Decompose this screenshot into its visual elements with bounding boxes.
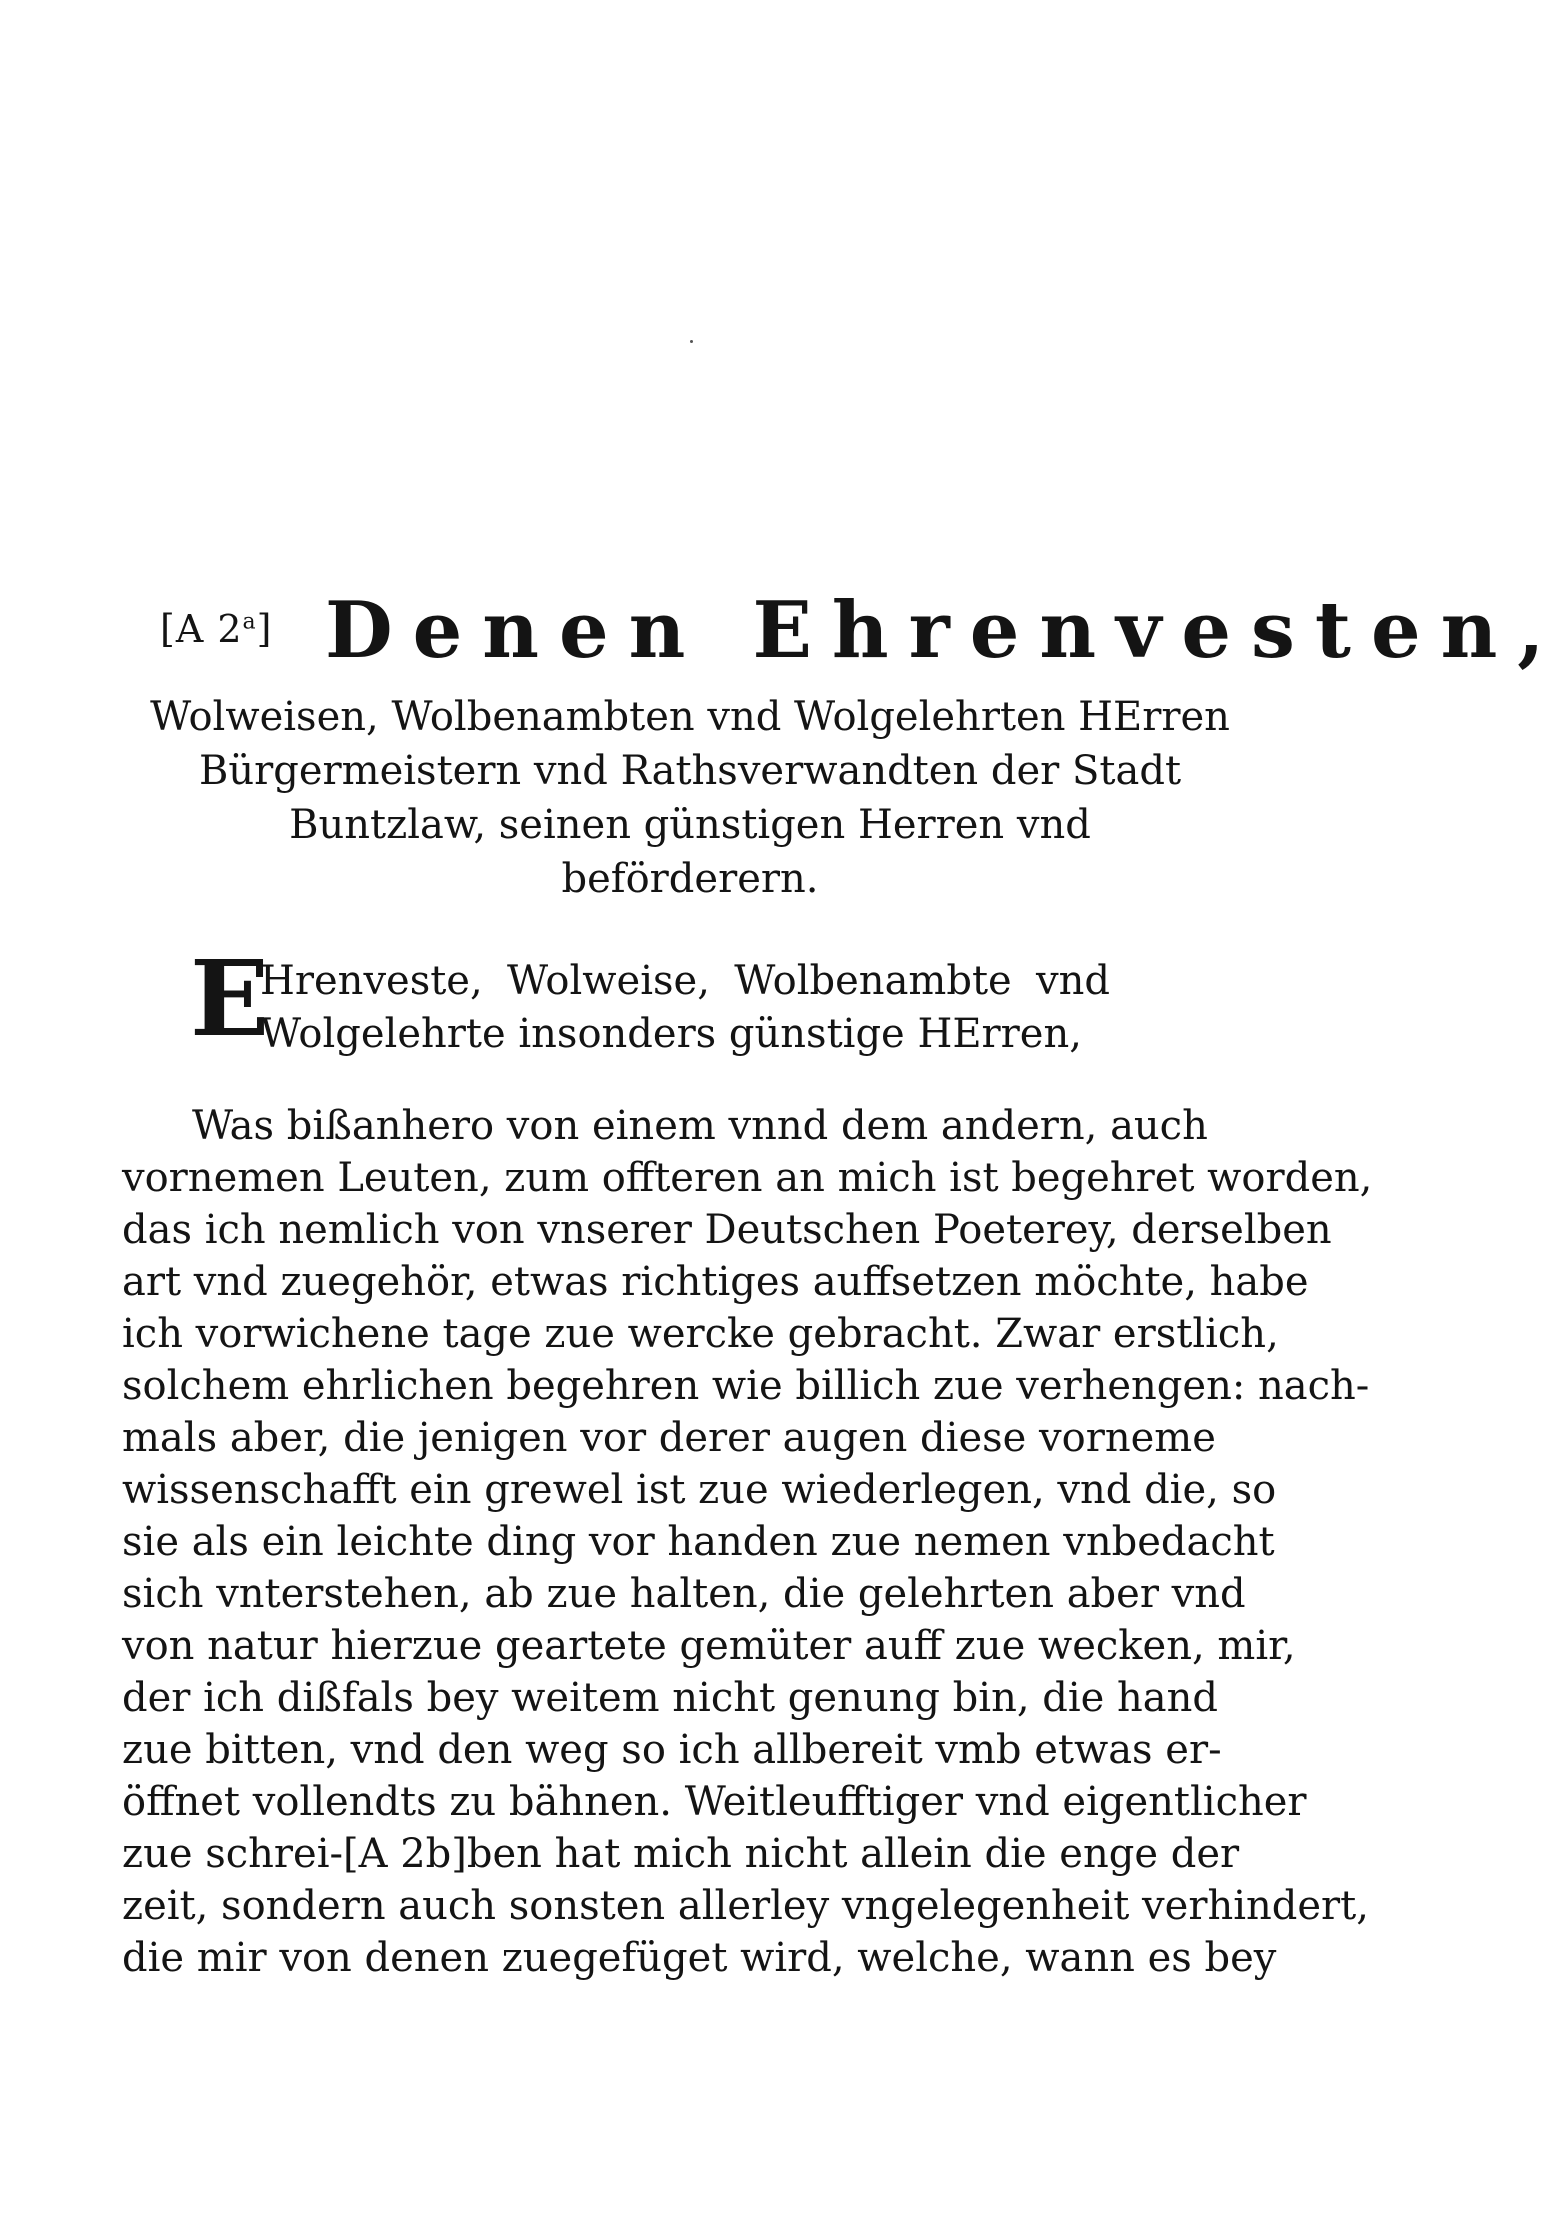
subtitle-line: Bürgermeistern vnd Rathsverwandten der Stadt — [198, 748, 1182, 794]
body-line: solchem ehrlichen begehren wie billich zue verhengen: nach- — [122, 1363, 1370, 1409]
body-line: die mir von denen zuegefüget wird, welche, wann es bey — [122, 1935, 1277, 1981]
salutation-text: Hrenveste, Wolweise, Wolbenambte vnd Wolgelehrte insonders günstige HErren, — [260, 958, 1110, 1057]
body-line: sich vnterstehen, ab zue halten, die gelehrten aber vnd — [122, 1571, 1246, 1617]
body-line: vornemen Leuten, zum offteren an mich ist begehret worden, — [122, 1155, 1373, 1201]
body-line: der ich dißfals bey weitem nicht genung bin, die hand — [122, 1675, 1219, 1721]
body-line: sie als ein leichte ding vor handen zue nemen vnbedacht — [122, 1519, 1275, 1565]
body-line: Was bißanhero von einem vnnd dem andern, auch — [192, 1103, 1208, 1149]
body-line: ich vorwichene tage zue wercke gebracht. Zwar erstlich, — [122, 1311, 1279, 1357]
subtitle-line: Buntzlaw, seinen günstigen Herren vnd — [289, 802, 1091, 848]
salutation — [120, 937, 1120, 1085]
body-line: von natur hierzue geartete gemüter auff zue wecken, mir, — [122, 1623, 1296, 1669]
dedication-heading — [160, 585, 1564, 676]
page-reference: [A 2$^a$] — [160, 607, 273, 651]
print-speck — [690, 340, 693, 343]
body-line: das ich nemlich von vnserer Deutschen Poeterey, derselben — [122, 1207, 1332, 1253]
body-line: wissenschafft ein grewel ist zue wiederlegen, vnd die, so — [122, 1467, 1277, 1513]
dedication-subtitle — [120, 690, 1260, 906]
heading-title: Denen Ehrenvesten, — [325, 585, 1564, 676]
body-line: öffnet vollendts zu bähnen. Weitleufftiger vnd eigentlicher — [122, 1779, 1307, 1825]
body-paragraph — [122, 1100, 1373, 1984]
body-line: zeit, sondern auch sonsten allerley vngelegenheit verhindert, — [122, 1883, 1369, 1929]
body-line: zue schrei-[A 2b]ben hat mich nicht allein die enge der — [122, 1831, 1240, 1877]
body-line: zue bitten, vnd den weg so ich allbereit vmb etwas er- — [122, 1727, 1222, 1773]
body-line: art vnd zuegehör, etwas richtiges auffsetzen möchte, habe — [122, 1259, 1309, 1305]
subtitle-line: Wolweisen, Wolbenambten vnd Wolgelehrten HErren — [150, 694, 1230, 740]
body-line: mals aber, die jenigen vor derer augen diese vorneme — [122, 1415, 1216, 1461]
drop-cap-initial: E — [190, 937, 270, 1060]
subtitle-line: beförderern. — [561, 856, 819, 902]
